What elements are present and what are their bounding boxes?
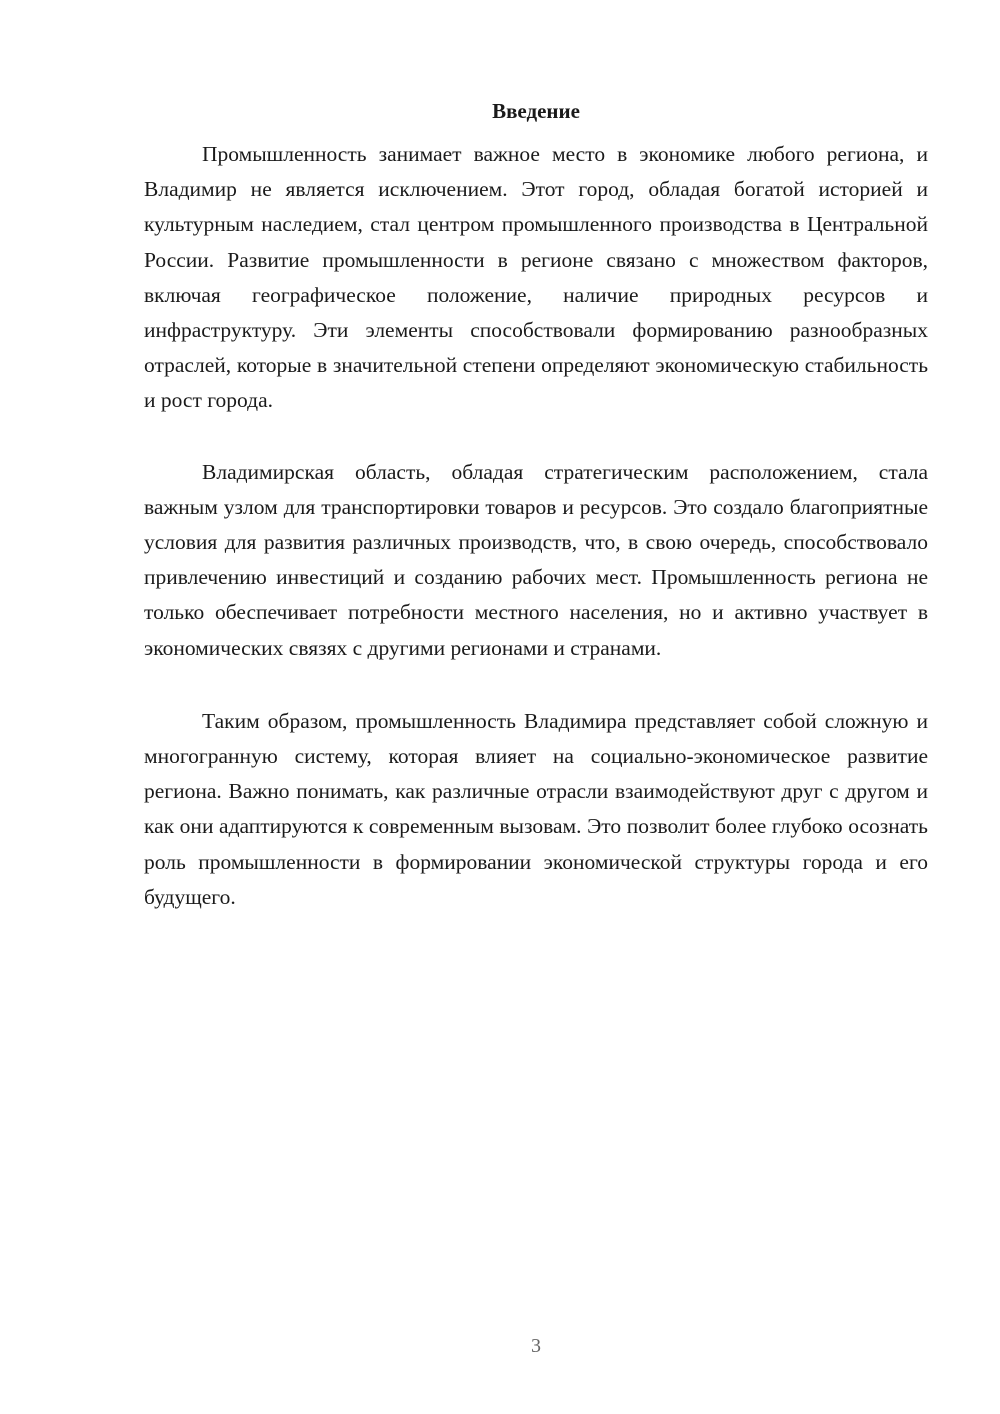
paragraph: Промышленность занимает важное место в экономике любого региона, и Владимир не является исключением. Этот город, обладая богатой историей и культурным наследием, стал центром промышленного производства в Центральной России. Развитие промышленности в регионе связано с множеством факторов, включая географическое положение, наличие природных ресурсов и инфраструктуру. Эти элементы способствовали формированию разнообразных отраслей, которые в значительной степени определяют экономическую стабильность и рост города.	[144, 142, 928, 413]
section-heading: Введение	[492, 99, 580, 123]
paragraph: Владимирская область, обладая стратегическим расположением, стала важным узлом для транспортировки товаров и ресурсов. Это создало благоприятные условия для развития различных производств, что, в свою очередь, способствовало привлечению инвестиций и созданию рабочих мест. Промышленность региона не только обеспечивает потребности местного населения, но и активно участвует в экономических связях с другими регионами и странами.	[144, 459, 928, 660]
paragraph: Таким образом, промышленность Владимира представляет собой сложную и многогранную систему, которая влияет на социально-экономическое развитие региона. Важно понимать, как различные отрасли взаимодействуют друг с другом и как они адаптируются к современным вызовам. Это позволит более глубоко осознать роль промышленности в формировании экономической структуры города и его будущего.	[144, 708, 928, 909]
page-number: 3	[531, 1335, 541, 1357]
page-content	[144, 96, 928, 915]
